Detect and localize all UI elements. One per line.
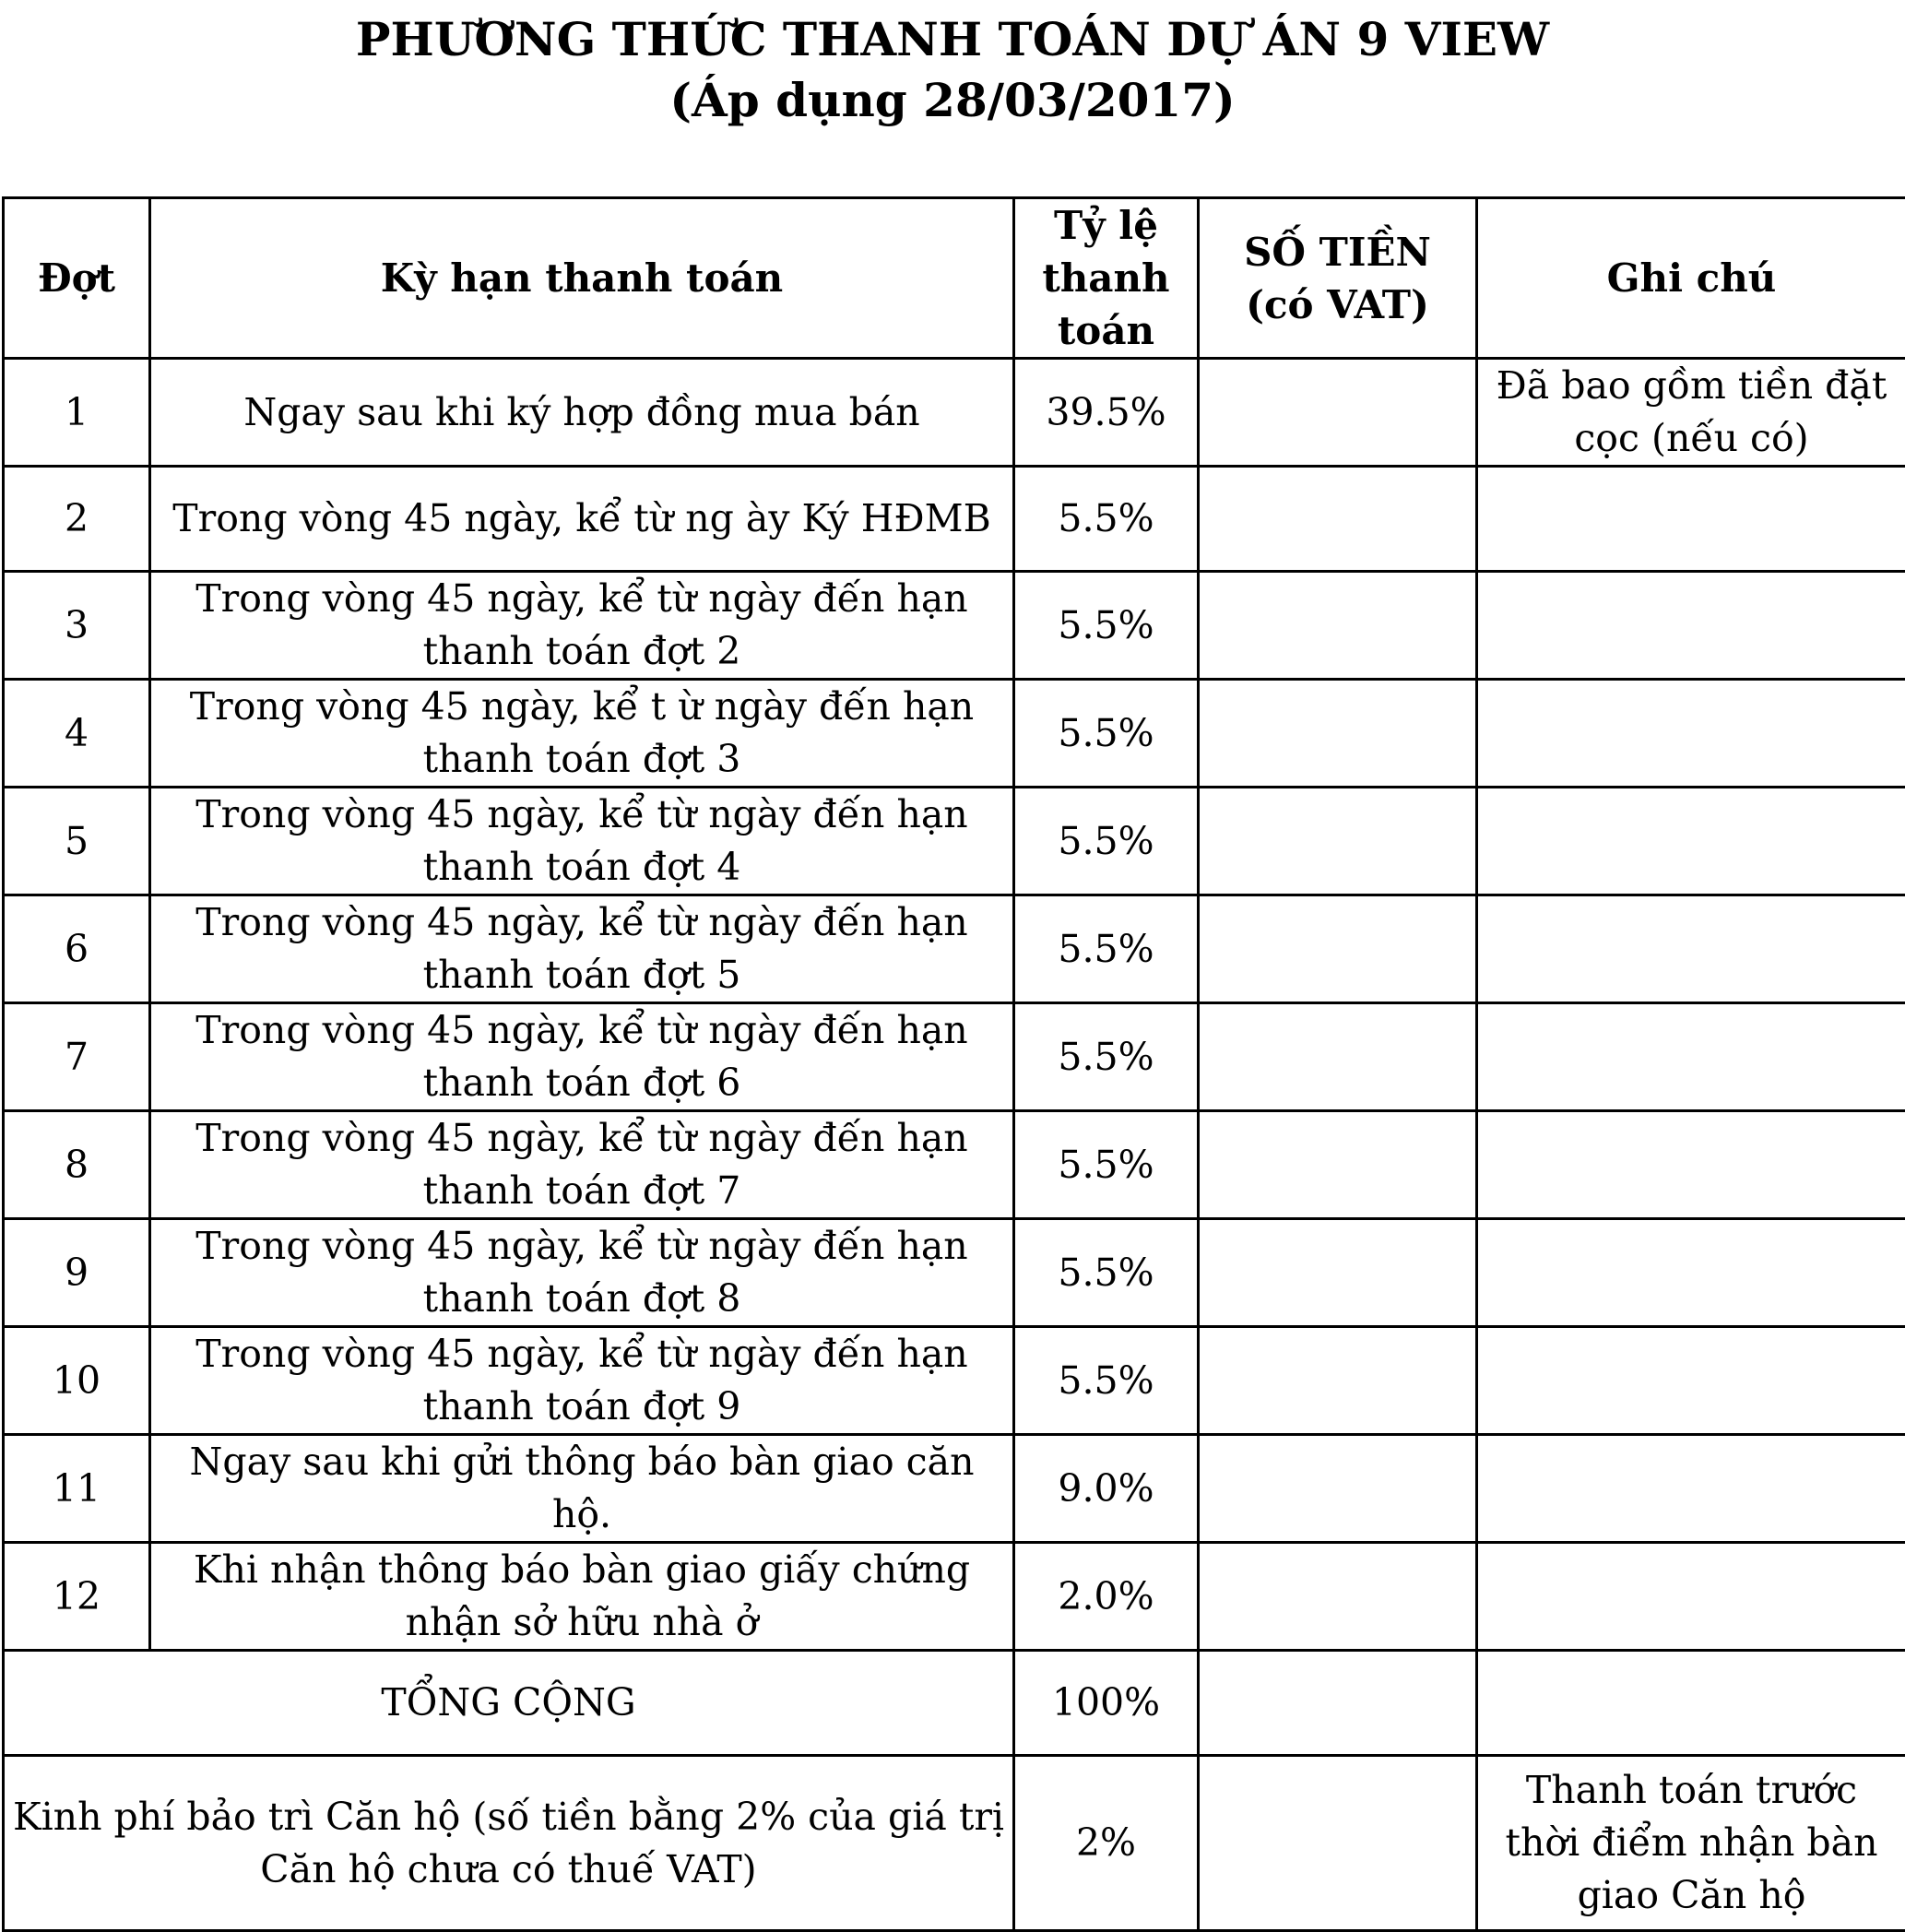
cell-so-tien xyxy=(1199,572,1477,680)
cell-dot: 12 xyxy=(4,1543,150,1651)
cell-so-tien xyxy=(1199,1111,1477,1219)
cell-dot: 7 xyxy=(4,1003,150,1111)
cell-ty-le: 9.0% xyxy=(1014,1435,1199,1543)
cell-ghi-chu xyxy=(1477,680,1905,788)
table-row xyxy=(4,467,1905,572)
cell-ty-le: 5.5% xyxy=(1014,1111,1199,1219)
table-row xyxy=(4,1435,1905,1543)
cell-dot: 8 xyxy=(4,1111,150,1219)
maintenance-row xyxy=(4,1756,1905,1931)
cell-ty-le: 5.5% xyxy=(1014,680,1199,788)
cell-so-tien xyxy=(1199,467,1477,572)
cell-ghi-chu: Đã bao gồm tiền đặt cọc (nếu có) xyxy=(1477,359,1905,467)
cell-ghi-chu xyxy=(1477,467,1905,572)
cell-so-tien xyxy=(1199,788,1477,895)
cell-so-tien xyxy=(1199,1219,1477,1327)
title-line-2: (Áp dụng 28/03/2017) xyxy=(0,70,1905,131)
cell-dot: 6 xyxy=(4,895,150,1003)
cell-ty-le: 5.5% xyxy=(1014,895,1199,1003)
cell-ty-le: 5.5% xyxy=(1014,467,1199,572)
cell-so-tien xyxy=(1199,895,1477,1003)
header-so-tien: SỐ TIỀN (có VAT) xyxy=(1199,198,1477,359)
table-row xyxy=(4,1219,1905,1327)
document-title xyxy=(0,9,1905,131)
maintenance-ty-le: 2% xyxy=(1014,1756,1199,1931)
cell-ky-han: Trong vòng 45 ngày, kể từ ng ày Ký HĐMB xyxy=(150,467,1014,572)
maintenance-label: Kinh phí bảo trì Căn hộ (số tiền bằng 2% của giá trị Căn hộ chưa có thuế VAT) xyxy=(4,1756,1014,1931)
cell-so-tien xyxy=(1199,1435,1477,1543)
total-label: TỔNG CỘNG xyxy=(4,1651,1014,1756)
cell-dot: 1 xyxy=(4,359,150,467)
table-row xyxy=(4,572,1905,680)
cell-ty-le: 2.0% xyxy=(1014,1543,1199,1651)
cell-ky-han: Ngay sau khi ký hợp đồng mua bán xyxy=(150,359,1014,467)
cell-dot: 11 xyxy=(4,1435,150,1543)
table-row xyxy=(4,895,1905,1003)
cell-ghi-chu xyxy=(1477,1111,1905,1219)
header-ky-han: Kỳ hạn thanh toán xyxy=(150,198,1014,359)
cell-so-tien xyxy=(1199,359,1477,467)
table-row xyxy=(4,1003,1905,1111)
cell-ky-han: Ngay sau khi gửi thông báo bàn giao căn hộ. xyxy=(150,1435,1014,1543)
maintenance-ghi-chu: Thanh toán trước thời điểm nhận bàn giao Căn hộ xyxy=(1477,1756,1905,1931)
cell-ky-han: Trong vòng 45 ngày, kể t ừ ngày đến hạn thanh toán đợt 3 xyxy=(150,680,1014,788)
cell-dot: 5 xyxy=(4,788,150,895)
cell-so-tien xyxy=(1199,680,1477,788)
table-header-row xyxy=(4,198,1905,359)
cell-so-tien xyxy=(1199,1543,1477,1651)
cell-dot: 10 xyxy=(4,1327,150,1435)
cell-ty-le: 5.5% xyxy=(1014,788,1199,895)
table-row xyxy=(4,1327,1905,1435)
cell-ky-han: Trong vòng 45 ngày, kể từ ngày đến hạn thanh toán đợt 5 xyxy=(150,895,1014,1003)
table-row xyxy=(4,1543,1905,1651)
cell-dot: 9 xyxy=(4,1219,150,1327)
cell-ky-han: Trong vòng 45 ngày, kể từ ngày đến hạn thanh toán đợt 7 xyxy=(150,1111,1014,1219)
title-line-1: PHƯƠNG THỨC THANH TOÁN DỰ ÁN 9 VIEW xyxy=(0,9,1905,70)
payment-schedule-table xyxy=(2,196,1905,1932)
cell-dot: 2 xyxy=(4,467,150,572)
cell-ty-le: 39.5% xyxy=(1014,359,1199,467)
cell-ky-han: Trong vòng 45 ngày, kể từ ngày đến hạn thanh toán đợt 6 xyxy=(150,1003,1014,1111)
cell-ghi-chu xyxy=(1477,1435,1905,1543)
cell-ty-le: 5.5% xyxy=(1014,1219,1199,1327)
total-ty-le: 100% xyxy=(1014,1651,1199,1756)
total-row xyxy=(4,1651,1905,1756)
header-dot: Đợt xyxy=(4,198,150,359)
cell-ky-han: Khi nhận thông báo bàn giao giấy chứng nhận sở hữu nhà ở xyxy=(150,1543,1014,1651)
cell-so-tien xyxy=(1199,1003,1477,1111)
cell-dot: 3 xyxy=(4,572,150,680)
cell-ghi-chu xyxy=(1477,788,1905,895)
cell-ty-le: 5.5% xyxy=(1014,1003,1199,1111)
table-row xyxy=(4,788,1905,895)
header-ghi-chu: Ghi chú xyxy=(1477,198,1905,359)
total-ghi-chu xyxy=(1477,1651,1905,1756)
cell-ghi-chu xyxy=(1477,1543,1905,1651)
cell-ghi-chu xyxy=(1477,1219,1905,1327)
cell-ky-han: Trong vòng 45 ngày, kể từ ngày đến hạn thanh toán đợt 2 xyxy=(150,572,1014,680)
table-row xyxy=(4,359,1905,467)
cell-ky-han: Trong vòng 45 ngày, kể từ ngày đến hạn thanh toán đợt 4 xyxy=(150,788,1014,895)
cell-ghi-chu xyxy=(1477,1327,1905,1435)
cell-ty-le: 5.5% xyxy=(1014,1327,1199,1435)
cell-ghi-chu xyxy=(1477,1003,1905,1111)
cell-ghi-chu xyxy=(1477,895,1905,1003)
cell-ty-le: 5.5% xyxy=(1014,572,1199,680)
cell-so-tien xyxy=(1199,1327,1477,1435)
maintenance-so-tien xyxy=(1199,1756,1477,1931)
table-row xyxy=(4,680,1905,788)
cell-ky-han: Trong vòng 45 ngày, kể từ ngày đến hạn thanh toán đợt 9 xyxy=(150,1327,1014,1435)
cell-dot: 4 xyxy=(4,680,150,788)
cell-ky-han: Trong vòng 45 ngày, kể từ ngày đến hạn thanh toán đợt 8 xyxy=(150,1219,1014,1327)
cell-ghi-chu xyxy=(1477,572,1905,680)
total-so-tien xyxy=(1199,1651,1477,1756)
table-row xyxy=(4,1111,1905,1219)
header-ty-le: Tỷ lệ thanh toán xyxy=(1014,198,1199,359)
